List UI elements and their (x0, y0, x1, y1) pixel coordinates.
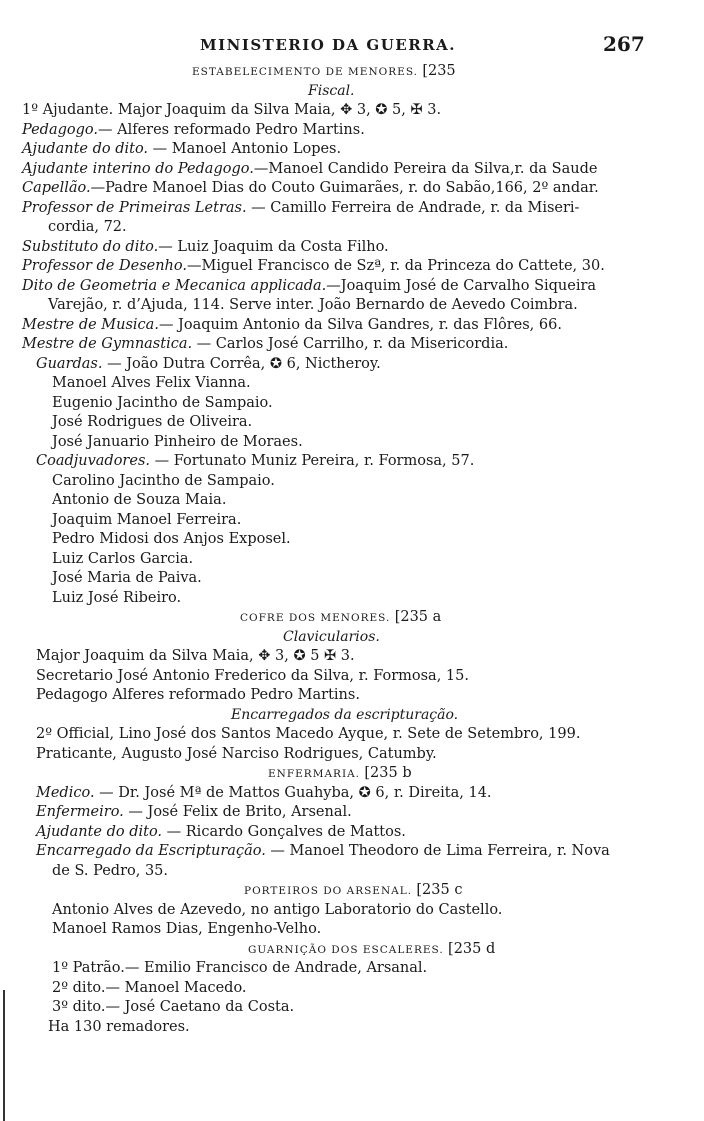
section-title: PORTEIROS DO ARSENAL. (244, 885, 413, 897)
entry-line (0, 862, 704, 882)
entry-text: Antonio Alves de Azevedo, no antigo Laboratorio do Castello. (52, 901, 503, 918)
entry-line (0, 413, 704, 433)
entry-line (0, 394, 704, 414)
entry-text: — Ricardo Gonçalves de Mattos. (162, 823, 406, 840)
entry-label: Substituto do dito. (22, 238, 159, 255)
entry-text: Pedro Midosi dos Anjos Exposel. (52, 531, 291, 547)
entry-text: — Manoel Theodoro de Lima Ferreira, r. Nova (265, 843, 610, 859)
entry-text: 2º dito.— Manoel Macedo. (52, 979, 247, 996)
entry-text: José Maria de Paiva. (52, 570, 202, 586)
section-heading (0, 940, 704, 960)
entry-text: —Manoel Candido Pereira da Silva,r. da Saude (253, 160, 598, 177)
entry-text: Secretario José Antonio Frederico da Silva, r. Formosa, 15. (36, 667, 469, 684)
section-reference: [235 d (448, 940, 496, 957)
entry-text: Antonio de Souza Maia. (52, 492, 227, 508)
entry-text: — Camillo Ferreira de Andrade, r. da Miseri- (246, 199, 580, 216)
entry-line (0, 121, 704, 141)
entry-text: Pedagogo Alferes reformado Pedro Martins. (36, 687, 360, 703)
section-reference: [235 a (394, 609, 442, 625)
entry-line (0, 335, 704, 355)
entry-line (0, 316, 704, 336)
entry-text: 1º Ajudante. Major Joaquim da Silva Maia, ✥ 3, ✪ 5, ✠ 3. (22, 102, 442, 118)
entry-label: Mestre de Musica. (22, 316, 159, 333)
entry-text: —Padre Manoel Dias do Couto Guimarães, r. do Sabão,166, 2º andar. (90, 180, 599, 196)
entry-text: Manoel Ramos Dias, Engenho-Velho. (52, 921, 322, 937)
entry-line (0, 686, 704, 706)
entry-line (0, 784, 704, 804)
subsection-heading: Encarregados da escripturação. (231, 706, 459, 723)
text-body (0, 62, 704, 1037)
page-header (0, 32, 704, 62)
entry-line (0, 355, 704, 375)
entry-label: Ajudante do dito. (22, 141, 149, 157)
entry-line (0, 491, 704, 511)
entry-line (0, 1018, 704, 1038)
entry-text: Major Joaquim da Silva Maia, ✥ 3, ✪ 5 ✠ 3. (36, 648, 355, 664)
entry-text: Joaquim Manoel Ferreira. (52, 511, 242, 528)
entry-text: — Manoel Antonio Lopes. (148, 141, 342, 157)
entry-line (0, 160, 704, 180)
entry-line (0, 569, 704, 589)
entry-line (0, 667, 704, 687)
entry-text: — Joaquim Antonio da Silva Gandres, r. das Flôres, 66. (158, 316, 562, 333)
entry-text: — Dr. José Mª de Mattos Guahyba, ✪ 6, r. Direita, 14. (94, 784, 492, 801)
entry-line (0, 998, 704, 1018)
entry-text: cordia, 72. (48, 219, 127, 235)
entry-text: 2º Official, Lino José dos Santos Macedo Ayque, r. Sete de Setembro, 199. (36, 726, 581, 742)
entry-label: Coadjuvadores. (36, 453, 150, 469)
entry-label: Encarregado da Escripturação. (36, 843, 266, 859)
entry-text: Manoel Alves Felix Vianna. (52, 375, 251, 391)
entry-text: Ha 130 remadores. (48, 1018, 190, 1035)
entry-line (0, 725, 704, 745)
entry-text: Luiz José Ribeiro. (52, 589, 182, 606)
entry-text: de S. Pedro, 35. (52, 862, 169, 879)
entry-line (0, 842, 704, 862)
entry-label: Professor de Primeiras Letras. (22, 199, 247, 216)
entry-line (0, 101, 704, 121)
section-heading (0, 608, 704, 628)
entry-label: Enfermeiro. (36, 804, 124, 820)
entry-text: Praticante, Augusto José Narciso Rodrigues, Catumby. (36, 745, 437, 762)
entry-line (0, 530, 704, 550)
entry-line (0, 472, 704, 492)
entry-line (0, 647, 704, 667)
entry-text: — Alferes reformado Pedro Martins. (98, 121, 365, 138)
margin-rule (3, 990, 5, 1121)
entry-line (0, 959, 704, 979)
section-title: ESTABELECIMENTO DE MENORES. (192, 66, 418, 78)
entry-line (0, 238, 704, 258)
entry-line (0, 296, 704, 316)
entry-text: — José Felix de Brito, Arsenal. (123, 804, 352, 820)
entry-line (0, 589, 704, 609)
entry-line (0, 140, 704, 160)
entry-line (0, 745, 704, 765)
entry-text: José Rodrigues de Oliveira. (52, 414, 253, 430)
entry-text: 3º dito.— José Caetano da Costa. (52, 999, 295, 1015)
subsection-heading: Fiscal. (308, 82, 355, 99)
entry-label: Capellão. (22, 180, 91, 196)
section-title: COFRE DOS MENORES. (240, 612, 391, 624)
entry-text: José Januario Pinheiro de Moraes. (52, 433, 303, 450)
entry-line (0, 218, 704, 238)
section-heading (0, 764, 704, 784)
page-title: MINISTERIO DA GUERRA. (200, 36, 457, 54)
entry-line (0, 452, 704, 472)
entry-line (0, 374, 704, 394)
section-heading (0, 881, 704, 901)
entry-line (0, 550, 704, 570)
section-heading (0, 62, 704, 82)
entry-label: Mestre de Gymnastica. (22, 336, 193, 352)
entry-text: Eugenio Jacintho de Sampaio. (52, 394, 273, 411)
entry-line (0, 511, 704, 531)
entry-text: — Carlos José Carrilho, r. da Misericordia. (192, 336, 509, 352)
entry-line (0, 199, 704, 219)
entry-label: Ajudante interino do Pedagogo. (22, 160, 254, 177)
subsection-heading: Clavicularios. (283, 628, 380, 645)
entry-line (0, 920, 704, 940)
section-reference: [235 c (416, 882, 463, 898)
entry-text: Varejão, r. d’Ajuda, 114. Serve inter. João Bernardo de Aevedo Coimbra. (48, 297, 578, 313)
entry-text: 1º Patrão.— Emilio Francisco de Andrade, Arsanal. (52, 960, 428, 976)
entry-label: Guardas. (36, 355, 103, 372)
entry-line (0, 277, 704, 297)
entry-line (0, 901, 704, 921)
entry-line (0, 433, 704, 453)
entry-text: — João Dutra Corrêa, ✪ 6, Nictheroy. (102, 355, 381, 372)
section-reference: [235 (422, 63, 456, 79)
entry-label: Pedagogo. (22, 121, 98, 138)
entry-line (0, 803, 704, 823)
entry-label: Ajudante do dito. (36, 823, 163, 840)
section-title: ENFERMARIA. (268, 768, 361, 780)
entry-label: Medico. (36, 784, 95, 801)
section-reference: [235 b (364, 765, 412, 781)
entry-text: — Luiz Joaquim da Costa Filho. (158, 238, 389, 255)
entry-text: —Miguel Francisco de Szª, r. da Princeza do Cattete, 30. (186, 258, 605, 274)
entry-label: Dito de Geometria e Mecanica applicada. (22, 277, 327, 294)
entry-label: Professor de Desenho. (22, 258, 187, 274)
page-number: 267 (603, 32, 645, 56)
entry-text: —Joaquim José de Carvalho Siqueira (326, 277, 597, 294)
entry-text: Carolino Jacintho de Sampaio. (52, 472, 275, 489)
section-title: GUARNIÇÃO DOS ESCALERES. (248, 943, 444, 956)
entry-line (0, 823, 704, 843)
entry-line (0, 179, 704, 199)
entry-line (0, 257, 704, 277)
entry-text: Luiz Carlos Garcia. (52, 550, 194, 567)
entry-line (0, 979, 704, 999)
entry-text: — Fortunato Muniz Pereira, r. Formosa, 57. (150, 453, 475, 469)
